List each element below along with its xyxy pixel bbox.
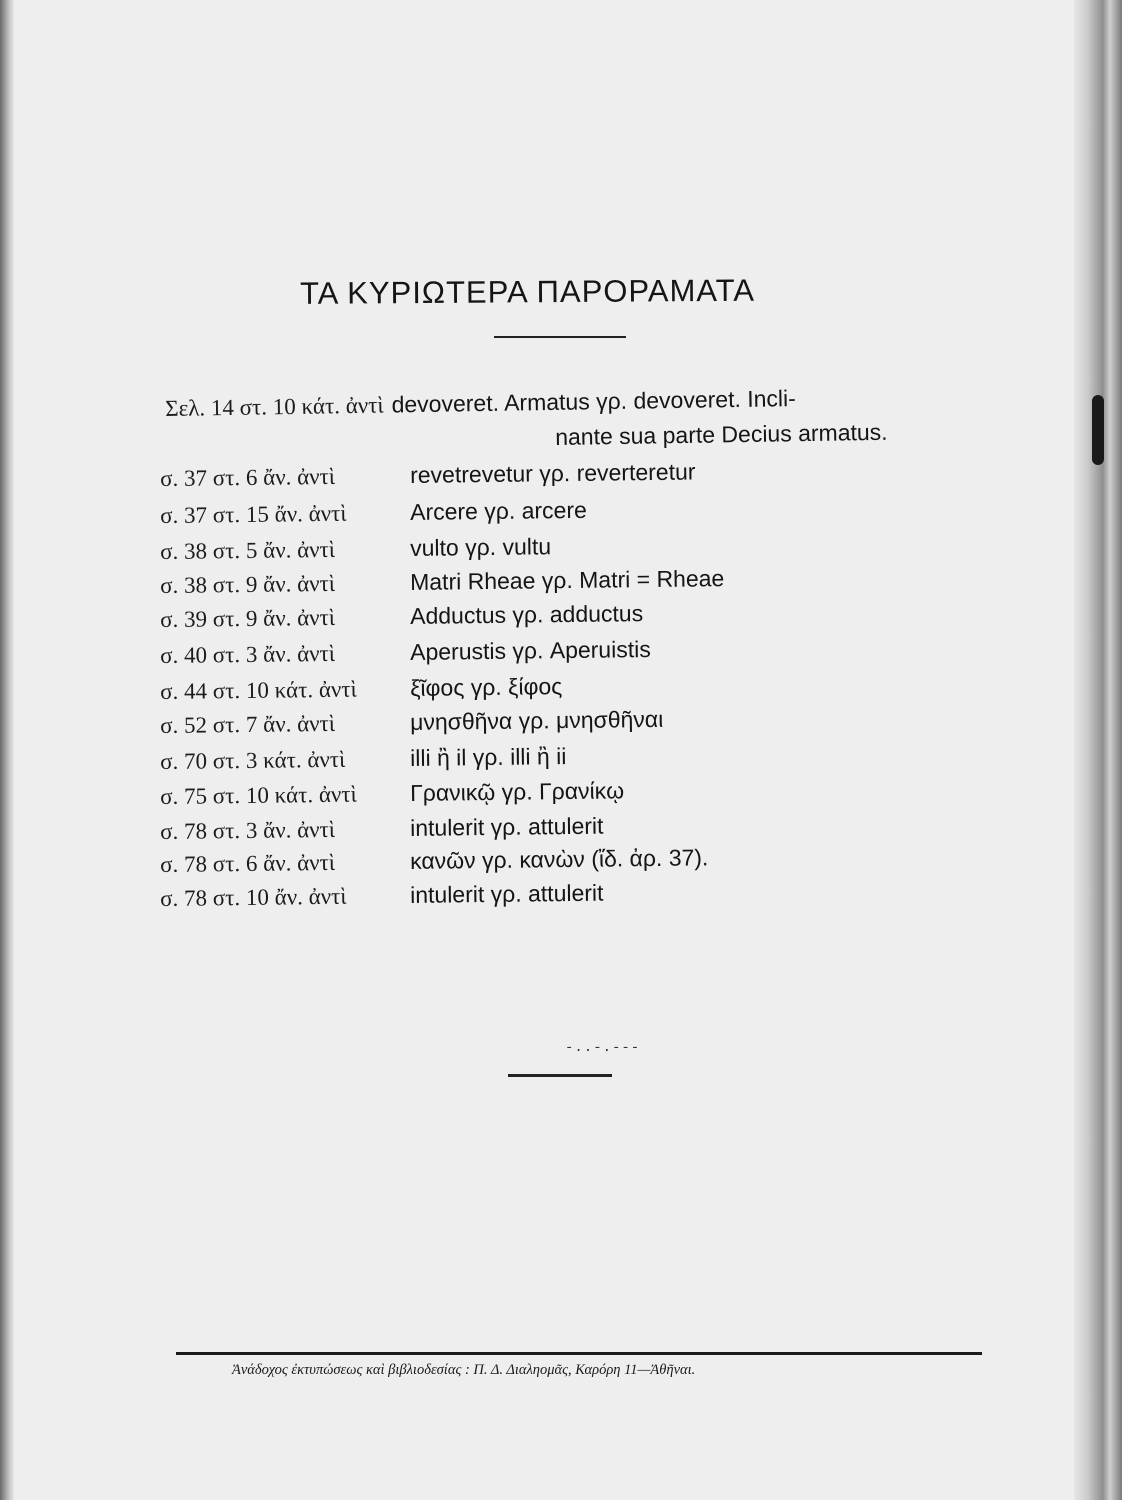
errata-row	[160, 813, 604, 848]
errata-correction: Adductus γρ. adductus	[409, 600, 644, 629]
errata-location: σ. 44 στ. 10 κάτ. ἀντὶ	[160, 676, 357, 704]
errata-location: σ. 52 στ. 7 ἄν. ἀντὶ	[160, 710, 336, 738]
errata-row	[160, 673, 562, 708]
errata-correction: intulerit γρ. attulerit	[409, 812, 604, 841]
errata-correction: Γρανικῷ γρ. Γρανίκῳ	[409, 777, 625, 806]
errata-location: σ. 37 στ. 15 ἄν. ἀντὶ	[160, 500, 347, 528]
errata-row	[160, 844, 709, 881]
errata-location: σ. 75 στ. 10 κάτ. ἀντὶ	[160, 781, 357, 809]
printer-credit: Ἀνάδοχος ἐκτυπώσεως καὶ βιβλιοδεσίας : Π. Δ. Διαληομᾶς, Καρόρη 11—Ἀθῆναι.	[232, 1362, 696, 1378]
errata-location: σ. 39 στ. 9 ἄν. ἀντὶ	[160, 604, 336, 632]
errata-correction: Aperustis γρ. Aperuistis	[409, 636, 651, 665]
errata-correction: intulerit γρ. attulerit	[409, 879, 604, 908]
errata-location: σ. 78 στ. 3 ἄν. ἀντὶ	[160, 816, 336, 844]
errata-first-entry	[165, 385, 796, 422]
ornament-rule	[508, 1074, 612, 1077]
errata-location: σ. 40 στ. 3 ἄν. ἀντὶ	[160, 640, 336, 668]
errata-location: σ. 38 στ. 5 ἄν. ἀντὶ	[160, 536, 336, 564]
errata-first-continuation: nante sua parte Decius armatus.	[555, 418, 888, 450]
errata-row	[160, 636, 651, 672]
errata-correction: ξῖφος γρ. ξίφος	[409, 673, 563, 701]
page-title: ΤΑ ΚΥΡΙΩΤΕΡΑ ΠΑΡΟΡΑΜΑΤΑ	[299, 272, 756, 311]
errata-row	[160, 533, 551, 568]
errata-correction: Matri Rheae γρ. Matri = Rheae	[409, 565, 725, 595]
ornament-dashes: -..-.---	[565, 1040, 641, 1056]
errata-correction: κανῶν γρ. κανὼν (ἴδ. ἀρ. 37).	[409, 844, 709, 874]
errata-row	[160, 706, 663, 742]
errata-correction: μνησθῆνα γρ. μνησθῆναι	[409, 705, 664, 735]
errata-correction: Arcere γρ. arcere	[409, 496, 587, 525]
errata-correction: illi ἢ il γρ. illi ἢ ii	[409, 743, 567, 771]
errata-row	[160, 458, 696, 495]
errata-correction: devoveret. Armatus γρ. devoveret. Incli-	[391, 385, 797, 418]
errata-correction: vulto γρ. vultu	[409, 533, 552, 561]
errata-location: σ. 78 στ. 10 ἄν. ἀντὶ	[160, 883, 347, 911]
errata-row	[160, 880, 604, 915]
errata-location: σ. 37 στ. 6 ἄν. ἀντὶ	[160, 463, 336, 491]
footer-rule	[176, 1352, 982, 1355]
errata-row	[160, 565, 724, 602]
errata-correction: revetrevetur γρ. reverteretur	[409, 458, 696, 488]
errata-location: Σελ. 14 στ. 10 κάτ. ἀντὶ	[165, 392, 384, 421]
errata-location: σ. 78 στ. 6 ἄν. ἀντὶ	[160, 849, 336, 877]
errata-row	[160, 497, 587, 532]
errata-row	[160, 743, 567, 778]
errata-location: σ. 38 στ. 9 ἄν. ἀντὶ	[160, 570, 336, 598]
errata-row	[160, 600, 643, 636]
errata-location: σ. 70 στ. 3 κάτ. ἀντὶ	[160, 746, 346, 774]
errata-row	[160, 777, 624, 813]
